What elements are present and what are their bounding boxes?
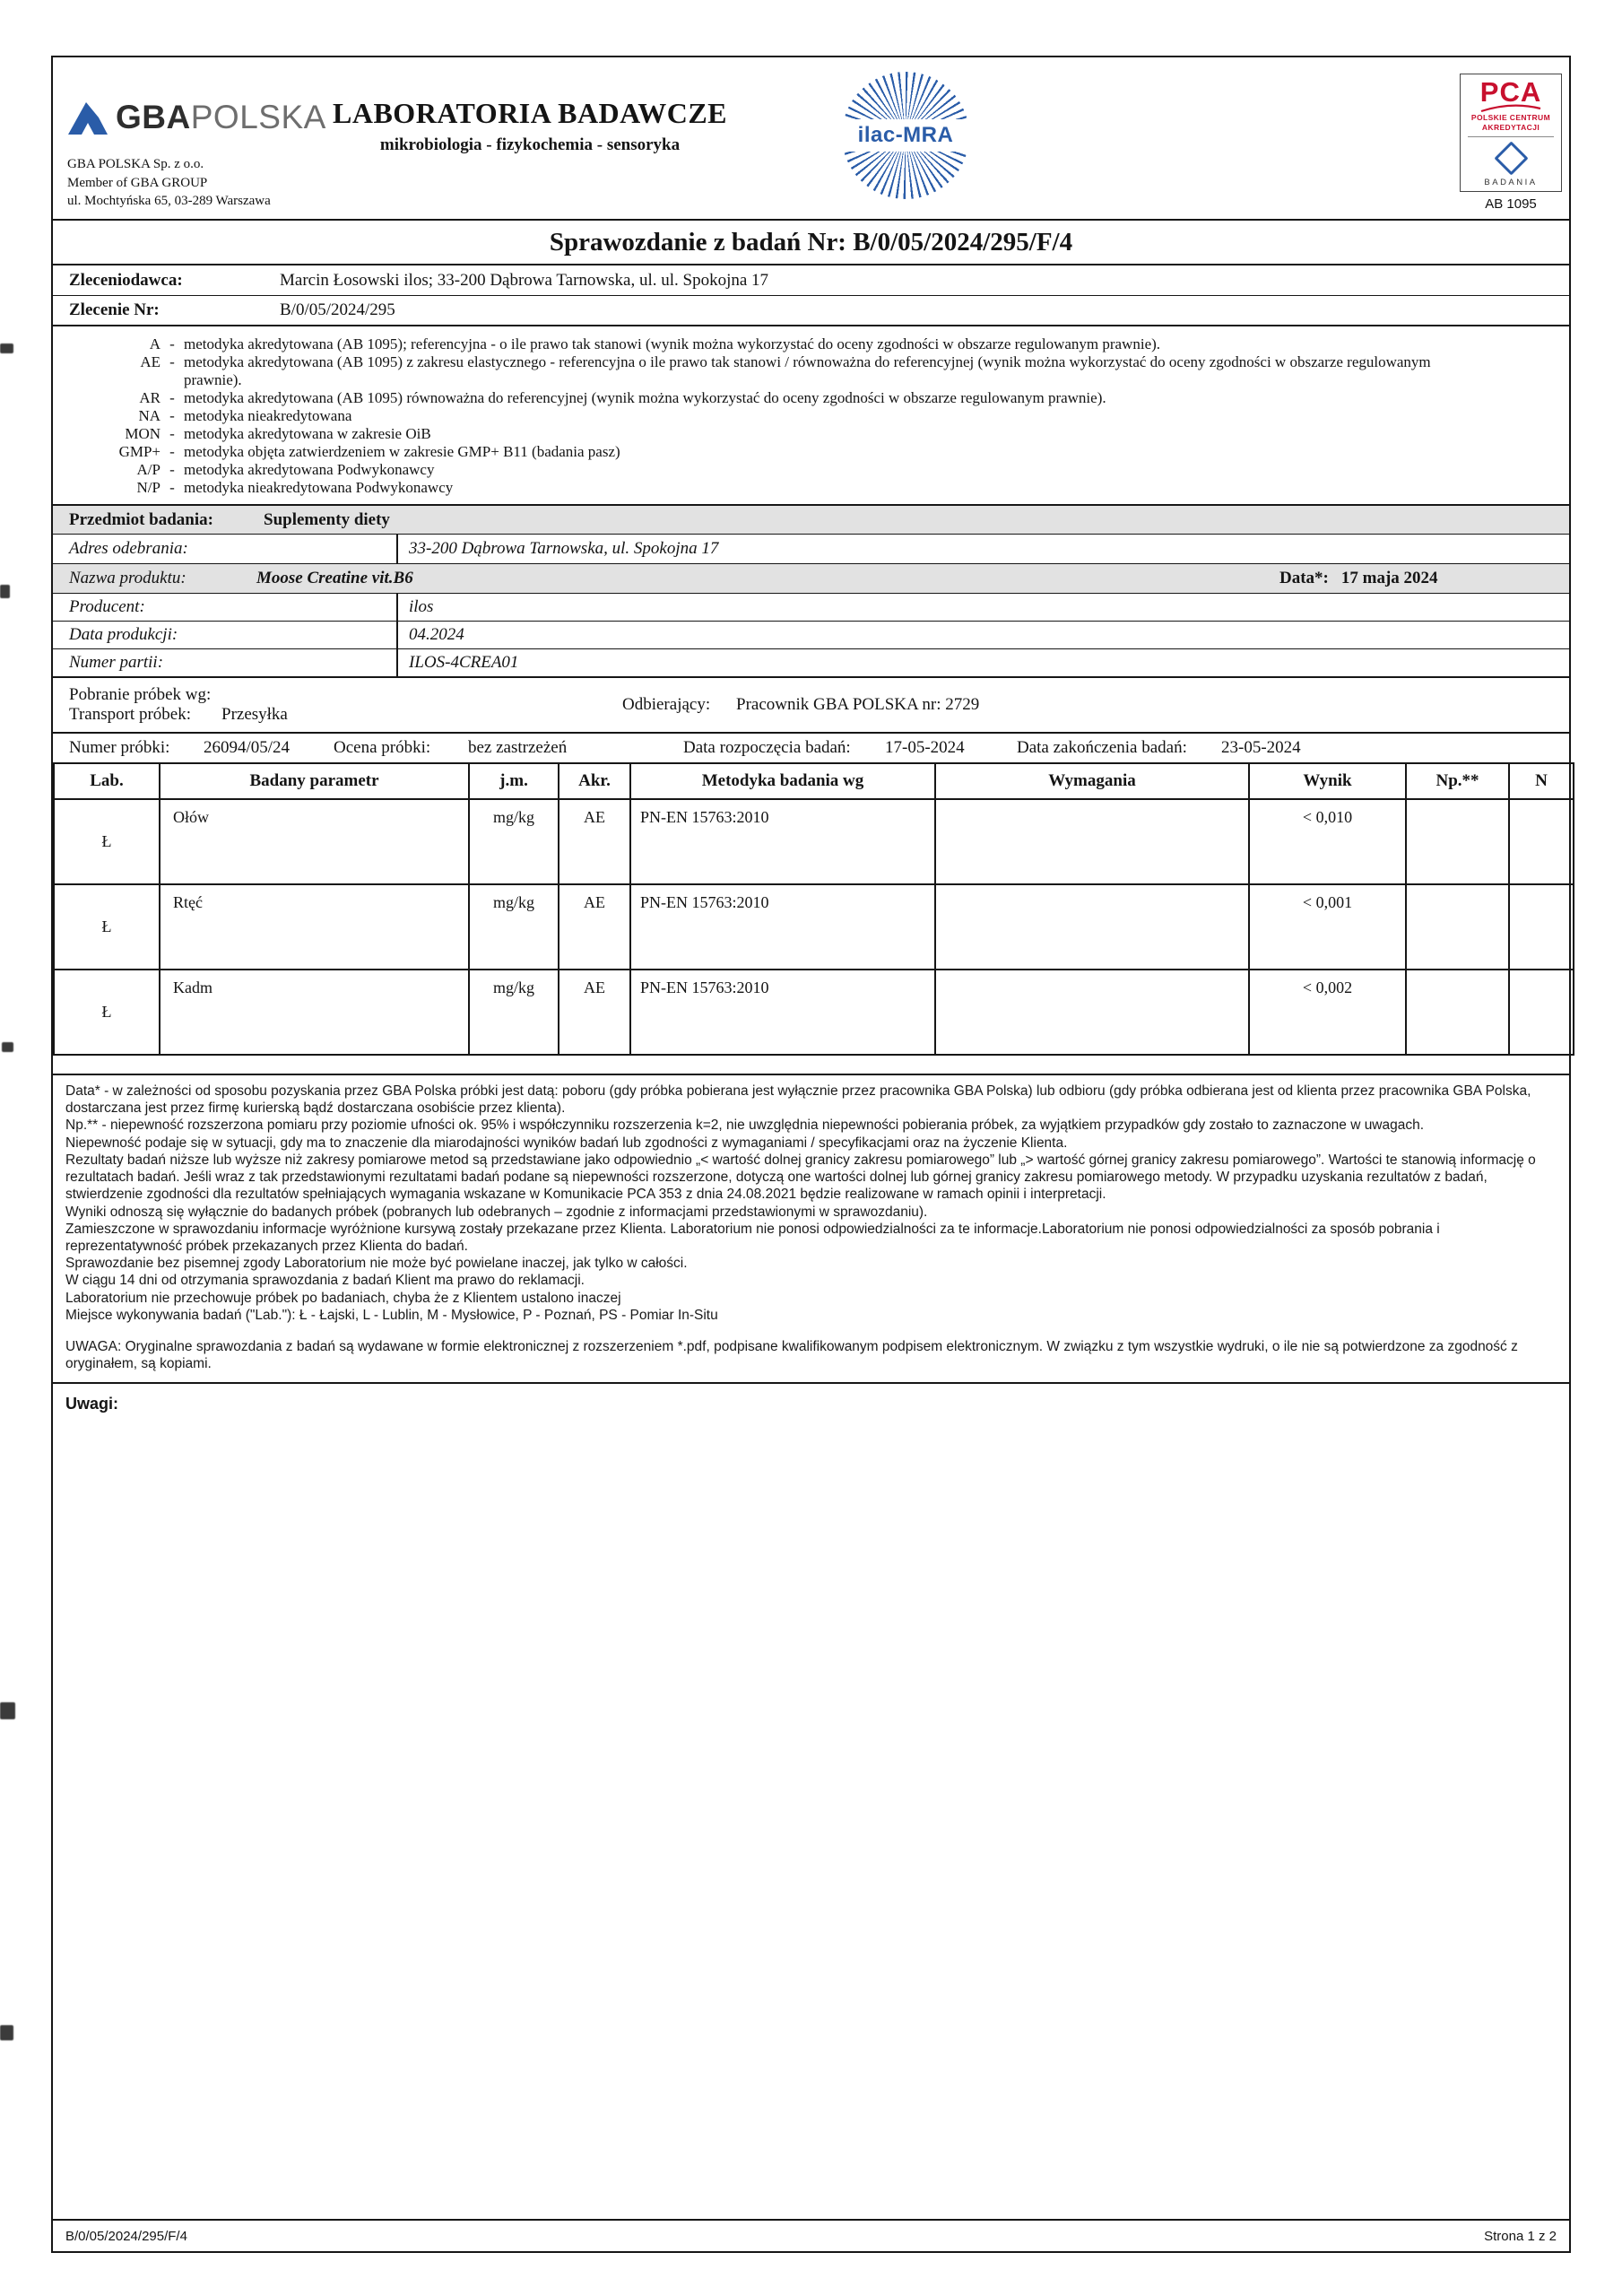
gba-logo-polska: POLSKA <box>190 99 326 135</box>
transport-value: Przesyłka <box>221 705 288 724</box>
legend-dash: - <box>169 443 175 460</box>
footnote: Sprawozdanie bez pisemnej zgody Laboratorium nie może być powielane inaczej, jak tylko w całości. <box>65 1256 688 1272</box>
batch-number-row <box>53 648 1569 676</box>
result-row <box>54 970 1574 1055</box>
ilac-text-band <box>837 119 975 152</box>
legend-code: NA <box>138 407 160 424</box>
sampling-transport-row <box>53 676 1569 732</box>
results-table <box>53 762 1574 1056</box>
legend-dash: - <box>169 479 175 496</box>
footnote: Wyniki odnoszą się wyłącznie do badanych próbek (pobranych lub odebranych – zgodnie z informacjami przedstawionymi w sprawozdaniu). <box>65 1204 928 1220</box>
numer-partii-value: ILOS-4CREA01 <box>396 649 1569 676</box>
scan-artifact <box>0 585 10 598</box>
scan-artifact <box>2 1042 13 1052</box>
pobranie-label: Pobranie próbek wg: <box>69 685 212 704</box>
result-parameter: Rtęć <box>160 884 469 970</box>
legend-code: AR <box>139 389 160 406</box>
legend-text: metodyka nieakredytowana Podwykonawcy <box>184 479 454 496</box>
result-accreditation: AE <box>559 799 630 884</box>
rozpoczecie-value: 17-05-2024 <box>885 738 965 757</box>
odbierajacy-label: Odbierający: <box>622 695 711 714</box>
result-value: < 0,010 <box>1249 799 1406 884</box>
zleceniodawca-label: Zleceniodawca: <box>69 270 183 290</box>
legend-dash: - <box>169 407 175 424</box>
report-header <box>53 57 1569 221</box>
result-uncertainty <box>1406 884 1509 970</box>
page-footer <box>53 2219 1569 2251</box>
company-address <box>67 155 271 210</box>
legend-text: metodyka objęta zatwierdzeniem w zakresie GMP+ B11 (badania pasz) <box>184 443 620 460</box>
col-requirements: Wymagania <box>935 763 1249 799</box>
przedmiot-label: Przedmiot badania: <box>69 509 213 529</box>
ocena-label: Ocena próbki: <box>334 738 431 757</box>
result-method: PN-EN 15763:2010 <box>630 799 935 884</box>
col-parameter: Badany parametr <box>160 763 469 799</box>
result-requirements <box>935 970 1249 1055</box>
legend-entry <box>67 479 1569 497</box>
footnote: W ciągu 14 dni od otrzymania sprawozdania z badań Klient ma prawo do reklamacji. <box>65 1273 585 1289</box>
scan-artifact <box>0 1702 15 1719</box>
ab-accreditation-number: AB 1095 <box>1485 196 1537 212</box>
footer-page-number: Strona 1 z 2 <box>1484 2228 1557 2244</box>
production-date-row <box>53 621 1569 648</box>
pca-diamond-icon <box>1494 141 1528 175</box>
legend-entry <box>67 389 1569 407</box>
gba-logo-text <box>116 99 326 136</box>
result-lab: Ł <box>54 970 160 1055</box>
company-line: GBA POLSKA Sp. z o.o. <box>67 157 204 172</box>
footnote: Miejsce wykonywania badań ("Lab."): Ł - Łajski, L - Lublin, M - Mysłowice, P - Poznań, PS - Pomiar In-Situ <box>65 1307 718 1323</box>
zlecenie-label: Zlecenie Nr: <box>69 300 160 319</box>
nazwa-value: Moose Creatine vit.B6 <box>256 569 413 587</box>
numer-probki-value: 26094/05/24 <box>204 738 291 757</box>
legend-entry <box>67 425 1569 443</box>
result-unit: mg/kg <box>469 884 559 970</box>
legend-entry <box>67 407 1569 425</box>
result-accreditation: AE <box>559 970 630 1055</box>
numer-partii-label: Numer partii: <box>69 653 164 672</box>
rozpoczecie-label: Data rozpoczęcia badań: <box>683 738 851 757</box>
zlecenie-value: B/0/05/2024/295 <box>280 300 395 319</box>
data-label: Data*: <box>1279 569 1329 587</box>
numer-probki-label: Numer próbki: <box>69 738 170 757</box>
footnote: Laboratorium nie przechowuje próbek po badaniach, chyba że z Klientem ustalono inaczej <box>65 1290 621 1306</box>
accreditation-legend <box>53 326 1569 504</box>
result-n <box>1509 799 1574 884</box>
legend-text: metodyka akredytowana (AB 1095); referencyjna - o ile prawo tak stanowi (wynik można wykorzystać do oceny zgodności w obszarze regulowanym prawnie). <box>184 335 1161 352</box>
result-unit: mg/kg <box>469 799 559 884</box>
legend-code: A <box>149 335 160 352</box>
result-lab: Ł <box>54 884 160 970</box>
result-parameter: Kadm <box>160 970 469 1055</box>
legend-text: metodyka akredytowana (AB 1095) z zakresu elastycznego - referencyjna o ile prawo tak stanowi / równoważna do referencyjnej (wynik można wykorzystać do oceny zgodności w obszarze regulowanym prawnie). <box>184 353 1431 388</box>
result-lab: Ł <box>54 799 160 884</box>
result-accreditation: AE <box>559 884 630 970</box>
result-value: < 0,001 <box>1249 884 1406 970</box>
result-uncertainty <box>1406 799 1509 884</box>
legend-dash: - <box>169 353 175 370</box>
sample-subject-row <box>53 504 1569 534</box>
company-line: ul. Mochtyńska 65, 03-289 Warszawa <box>67 193 271 208</box>
legend-code: AE <box>140 353 160 370</box>
col-n: N <box>1509 763 1574 799</box>
pca-subtitle-line: POLSKIE CENTRUM <box>1470 113 1551 122</box>
data-produkcji-label: Data produkcji: <box>69 625 178 644</box>
footnotes-block <box>53 1074 1569 1384</box>
result-n <box>1509 884 1574 970</box>
result-unit: mg/kg <box>469 970 559 1055</box>
legend-entry <box>67 461 1569 479</box>
result-n <box>1509 970 1574 1055</box>
result-uncertainty <box>1406 970 1509 1055</box>
laboratory-title: LABORATORIA BADAWCZE <box>333 97 728 129</box>
zleceniodawca-value: Marcin Łosowski ilos; 33-200 Dąbrowa Tarnowska, ul. ul. Spokojna 17 <box>280 270 769 290</box>
footnote: Zamieszczone w sprawozdaniu informacje wyróżnione kursywą zostały przekazane przez Klienta. Laboratorium nie ponosi odpowiedzialności za te informacje.Laboratorium nie ponosi odpowiedzialności za sposób pobrania i reprezentatywność próbek przekazanych przez Klienta do badań. <box>65 1221 1440 1254</box>
legend-dash: - <box>169 335 175 352</box>
adres-value: 33-200 Dąbrowa Tarnowska, ul. Spokojna 17 <box>396 535 1569 563</box>
laboratory-subtitle: mikrobiologia - fizykochemia - sensoryka <box>379 135 681 154</box>
result-requirements <box>935 884 1249 970</box>
legend-code: N/P <box>136 479 160 496</box>
legend-entry <box>67 443 1569 461</box>
client-row <box>53 265 1569 296</box>
legend-entry <box>67 353 1569 389</box>
producent-value: ilos <box>396 594 1569 621</box>
pca-divider <box>1468 136 1554 137</box>
ocena-value: bez zastrzeżeń <box>468 738 568 757</box>
col-lab: Lab. <box>54 763 160 799</box>
data-value: 17 maja 2024 <box>1340 569 1438 587</box>
footnote-uwaga: UWAGA: Oryginalne sprawozdania z badań są wydawane w formie elektronicznej z rozszerzeniem *.pdf, podpisane kwalifikowanym podpisem elektronicznym. W związku z tym wszystkie wydruki, o ile nie są potwierdzone za zgodność z oryginałem, są kopiami. <box>65 1339 1518 1372</box>
result-value: < 0,002 <box>1249 970 1406 1055</box>
col-method: Metodyka badania wg <box>630 763 935 799</box>
pca-badania-label: BADANIA <box>1484 178 1538 188</box>
zakonczenie-label: Data zakończenia badań: <box>1017 738 1187 757</box>
pca-subtitle <box>1461 113 1561 133</box>
pca-diamond-wrap <box>1461 140 1561 176</box>
data-produkcji-value: 04.2024 <box>396 622 1569 648</box>
ilac-mra-logo <box>842 72 969 199</box>
przedmiot-value: Suplementy diety <box>264 509 390 529</box>
pca-logo <box>1460 74 1562 192</box>
producer-row <box>53 593 1569 621</box>
uwagi-label: Uwagi: <box>65 1394 119 1413</box>
legend-text: metodyka nieakredytowana <box>184 407 352 424</box>
sample-date <box>1279 569 1438 588</box>
result-row <box>54 884 1574 970</box>
legend-text: metodyka akredytowana (AB 1095) równoważna do referencyjnej (wynik można wykorzystać do oceny zgodności w obszarze regulowanym prawnie). <box>184 389 1106 406</box>
gba-logo-gba: GBA <box>116 99 191 135</box>
legend-code: A/P <box>136 461 160 478</box>
col-accreditation: Akr. <box>559 763 630 799</box>
result-method: PN-EN 15763:2010 <box>630 970 935 1055</box>
scan-artifact <box>0 2025 13 2040</box>
sample-address-row <box>53 534 1569 563</box>
result-parameter: Ołów <box>160 799 469 884</box>
document-frame <box>51 56 1571 2253</box>
legend-dash: - <box>169 389 175 406</box>
legend-entry <box>67 335 1569 353</box>
zakonczenie-value: 23-05-2024 <box>1221 738 1301 757</box>
sample-number-row <box>53 732 1569 762</box>
gba-triangle-icon <box>67 100 108 135</box>
result-method: PN-EN 15763:2010 <box>630 884 935 970</box>
producent-label: Producent: <box>69 597 145 616</box>
footnote: Rezultaty badań niższe lub wyższe niż zakresy pomiarowe metod są przedstawiane jako odpowiednio „< wartość dolnej granicy zakresu pomiarowego” lub „> wartość górnej granicy zakresu pomiarowego”. Wartości te stanowią informację o rezultatach badań. Jeśli wraz z tak przedstawionymi rezultatami badań podane są niepewności rozszerzone, dotyczą one wartości dolnej lub górnej granicy zakresu pomiarowego metody. W przypadku uzyskania rezultatów z badań, stwierdzenie zgodności dla rezultatów spełniających wymagania wskazane w Komunikacie PCA 353 z dnia 24.08.2021 będzie realizowane w ramach opinii i interpretacji. <box>65 1152 1536 1203</box>
remarks-section <box>53 1384 1569 1413</box>
pca-title: PCA <box>1479 76 1542 108</box>
footnote: Np.** - niepewność rozszerzona pomiaru przy poziomie ufności ok. 95% i współczynniku rozszerzenia k=2, nie uwzględnia niepewności pobierania próbek, za wyjątkiem przypadków gdy zostało to zaznaczone w uwagach. <box>65 1118 1425 1134</box>
pca-subtitle-line: AKREDYTACJI <box>1481 123 1540 133</box>
odbierajacy-value: Pracownik GBA POLSKA nr: 2729 <box>736 695 980 714</box>
transport-label: Transport próbek: <box>69 705 191 724</box>
col-uncertainty: Np.** <box>1406 763 1509 799</box>
footnote: Data* - w zależności od sposobu pozyskania przez GBA Polska próbki jest datą: poboru (gdy próbka pobierana jest wyłącznie przez pracownika GBA Polska) lub odbioru (gdy próbka odbierana jest od klienta przez pracownika GBA Polska, dostarczana jest przez firmę kurierską bądź dostarczana osobiście przez klienta). <box>65 1083 1531 1117</box>
result-requirements <box>935 799 1249 884</box>
col-result: Wynik <box>1249 763 1406 799</box>
laboratory-heading <box>333 97 727 155</box>
report-title: Sprawozdanie z badań Nr: B/0/05/2024/295/F/4 <box>549 227 1073 257</box>
result-row <box>54 799 1574 884</box>
legend-dash: - <box>169 425 175 442</box>
legend-code: GMP+ <box>118 443 160 460</box>
scan-artifact <box>0 344 13 353</box>
gba-logo <box>67 99 326 136</box>
footer-doc-number: B/0/05/2024/295/F/4 <box>65 2228 187 2244</box>
adres-label: Adres odebrania: <box>69 539 188 558</box>
product-name-row <box>53 563 1569 593</box>
legend-dash: - <box>169 461 175 478</box>
ilac-text: ilac-MRA <box>857 123 954 147</box>
legend-text: metodyka akredytowana Podwykonawcy <box>184 461 435 478</box>
footnote: Niepewność podaje się w sytuacji, gdy ma to znaczenie dla miarodajności wyników badań lub zgodności z wymaganiami / specyfikacjami oraz na życzenie Klienta. <box>65 1135 1068 1151</box>
results-header-row <box>54 763 1574 799</box>
legend-code: MON <box>125 425 160 442</box>
legend-text: metodyka akredytowana w zakresie OiB <box>184 425 431 442</box>
col-unit: j.m. <box>469 763 559 799</box>
order-number-row <box>53 296 1569 326</box>
company-line: Member of GBA GROUP <box>67 175 208 190</box>
report-title-bar <box>53 221 1569 265</box>
nazwa-label: Nazwa produktu: <box>69 569 186 587</box>
